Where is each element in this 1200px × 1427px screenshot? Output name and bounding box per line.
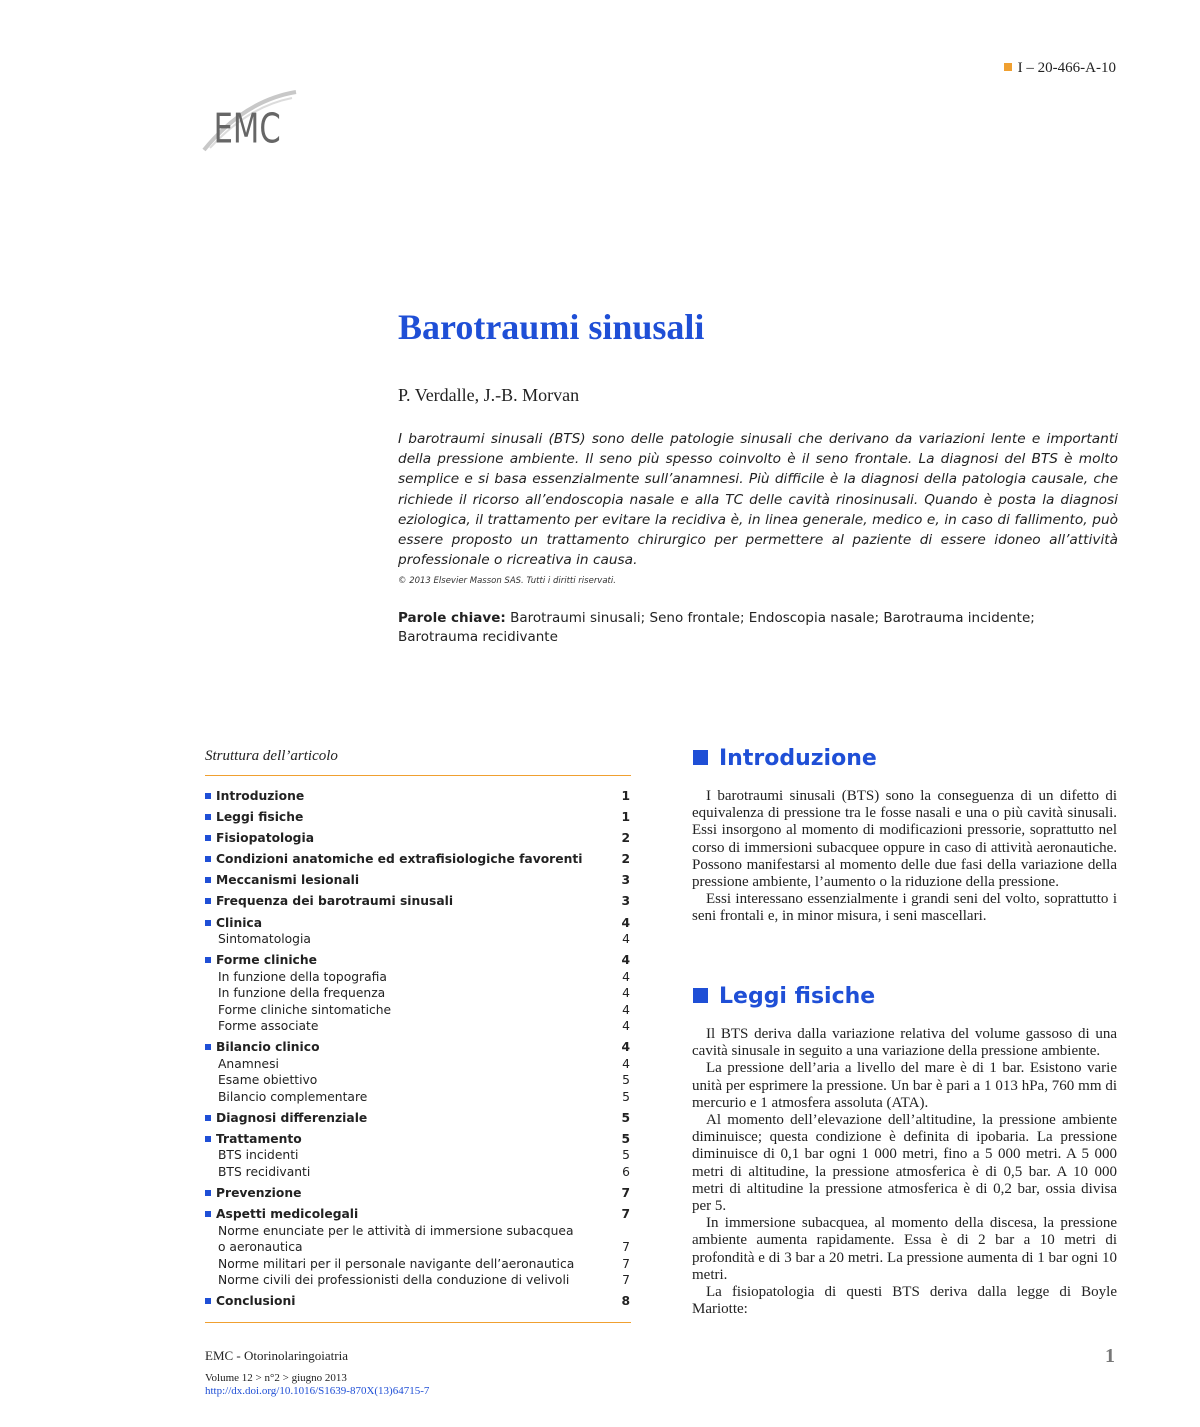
- toc-item[interactable]: [205, 1002, 631, 1019]
- paragraph: Essi interessano essenzialmente i grandi seni del volto, soprattutto i seni frontali e, in minor misura, i seni mascellari.: [692, 891, 1117, 925]
- toc-item-label: Anamnesi: [218, 1056, 279, 1071]
- toc-item-label: Bilancio complementare: [218, 1089, 368, 1104]
- toc-item[interactable]: [205, 1110, 631, 1127]
- keywords: [398, 609, 1038, 647]
- toc-item-page: 7: [622, 1240, 630, 1255]
- page-number: 1: [1105, 1345, 1115, 1367]
- toc-item[interactable]: [205, 1039, 631, 1056]
- toc-item[interactable]: [205, 985, 631, 1002]
- toc-item[interactable]: [205, 1239, 631, 1256]
- toc-item-page: 7: [621, 1186, 630, 1201]
- toc-item[interactable]: [205, 1072, 631, 1089]
- toc-item-page: 3: [621, 894, 630, 909]
- toc-item[interactable]: [205, 1018, 631, 1035]
- toc-item-label: Leggi fisiche: [216, 810, 304, 825]
- toc-item-label: Bilancio clinico: [216, 1040, 320, 1055]
- copyright: © 2013 Elsevier Masson SAS. Tutti i diritti riservati.: [398, 576, 616, 586]
- toc-item-page: 4: [622, 986, 630, 1001]
- toc-item[interactable]: [205, 1185, 631, 1202]
- toc-item[interactable]: [205, 851, 631, 868]
- toc-item-page: 2: [621, 852, 630, 867]
- toc-item-page: 5: [621, 1110, 630, 1125]
- paragraph: Il BTS deriva dalla variazione relativa del volume gassoso di una cavità sinusale in seguito a una variazione della pressione ambiente.: [692, 1026, 1117, 1060]
- toc-item-page: 7: [621, 1207, 630, 1222]
- toc-item[interactable]: [205, 1272, 631, 1289]
- toc-item[interactable]: [205, 830, 631, 847]
- toc-item[interactable]: [205, 969, 631, 986]
- toc-item-label: In funzione della frequenza: [218, 986, 386, 1001]
- doi-link[interactable]: http://dx.doi.org/10.1016/S1639-870X(13)64715-7: [205, 1385, 430, 1397]
- toc-title: Struttura dell’articolo: [205, 748, 338, 764]
- volume-info: Volume 12 > n°2 > giugno 2013: [205, 1372, 347, 1384]
- toc-item-label: BTS incidenti: [218, 1148, 299, 1163]
- toc-item-page: 2: [621, 831, 630, 846]
- toc-item-label: Norme civili dei professionisti della conduzione di velivoli: [218, 1273, 570, 1288]
- toc-item-page: 7: [622, 1256, 630, 1271]
- toc-item-label: Meccanismi lesionali: [216, 873, 360, 888]
- toc-item-page: 6: [622, 1164, 630, 1179]
- toc-item[interactable]: [205, 915, 631, 932]
- toc-item-page: 4: [622, 932, 630, 947]
- toc-item-label: Forme cliniche sintomatiche: [218, 1002, 392, 1017]
- toc-item-page: 4: [622, 1019, 630, 1034]
- toc-item-page: 4: [621, 1040, 630, 1055]
- article-reference: I – 20-466-A-10: [1004, 60, 1116, 77]
- paragraph: La fisiopatologia di questi BTS deriva dalla legge di Boyle Mariotte:: [692, 1284, 1117, 1318]
- paragraph: La pressione dell’aria a livello del mare è di 1 bar. Esistono varie unità per esprimere la pressione. Un bar è pari a 1 013 hPa, 760 mm di mercurio e 1 atmosfera assoluta (ATA).: [692, 1060, 1117, 1111]
- toc-item[interactable]: [205, 1131, 631, 1148]
- toc-item[interactable]: [205, 788, 631, 805]
- toc-item-label: Condizioni anatomiche ed extrafisiologiche favorenti: [216, 852, 583, 867]
- toc-item[interactable]: [205, 931, 631, 948]
- toc-item-label: Sintomatologia: [218, 932, 311, 947]
- toc-item-label: In funzione della topografia: [218, 969, 387, 984]
- orange-square-icon: [1004, 63, 1012, 71]
- toc-item-page: 8: [621, 1294, 630, 1309]
- toc-divider-bottom: [205, 1322, 631, 1323]
- toc-item[interactable]: [205, 1056, 631, 1073]
- toc-item-page: 5: [621, 1131, 630, 1146]
- keywords-list: Barotraumi sinusali; Seno frontale; Endoscopia nasale; Barotrauma incidente; Barotrauma recidivante: [398, 610, 1035, 645]
- toc-item-label: Introduzione: [216, 789, 305, 803]
- toc-item-page: 1: [621, 789, 630, 803]
- toc-item[interactable]: [205, 1223, 631, 1240]
- toc-item-label: Prevenzione: [216, 1186, 302, 1201]
- article-title: Barotraumi sinusali: [398, 307, 705, 347]
- toc-item[interactable]: [205, 893, 631, 910]
- toc-item[interactable]: [205, 1147, 631, 1164]
- toc-item-label: Esame obiettivo: [218, 1073, 318, 1088]
- keywords-label: Parole chiave:: [398, 610, 506, 626]
- toc-item-label: Norme militari per il personale navigante dell’aeronautica: [218, 1256, 575, 1271]
- toc-item-label: Norme enunciate per le attività di immersione subacquea: [218, 1223, 574, 1238]
- toc-item-page: 3: [621, 873, 630, 888]
- toc-item[interactable]: [205, 1256, 631, 1273]
- toc-item[interactable]: [205, 1293, 631, 1310]
- article-authors: P. Verdalle, J.-B. Morvan: [398, 385, 580, 405]
- toc-item[interactable]: [205, 809, 631, 826]
- toc-item[interactable]: [205, 952, 631, 969]
- toc-item-page: 4: [622, 1056, 630, 1071]
- abstract: I barotraumi sinusali (BTS) sono delle patologie sinusali che derivano da variazioni lente e importanti della pressione ambiente. Il seno più spesso coinvolto è il seno frontale. La diagnosi del BTS è molto semplice e si basa essenzialmente sull’anamnesi. Più difficile è la diagnosi della patologia causale, che richiede il ricorso all’endoscopia nasale e alla TC delle cavità rinosinusali. Quando è posta la diagnosi eziologica, il trattamento per evitare la recidiva è, in linea generale, medico e, in caso di fallimento, può essere proposto un trattamento chirurgico per permettere al paziente di essere idoneo all’attività professionale o ricreativa in causa.: [398, 431, 1118, 569]
- toc-item-label: Clinica: [216, 915, 263, 930]
- toc-item-label: BTS recidivanti: [218, 1164, 311, 1179]
- toc-divider-top: [205, 775, 631, 776]
- section-body-leggi-fisiche: [692, 1026, 1117, 1318]
- toc-item-label: Conclusioni: [216, 1294, 296, 1309]
- toc-item-label: o aeronautica: [218, 1240, 303, 1255]
- toc-item[interactable]: [205, 1089, 631, 1106]
- toc-item-page: 5: [622, 1073, 630, 1088]
- paragraph: I barotraumi sinusali (BTS) sono la conseguenza di un difetto di equivalenza di pressione tra le fosse nasali e una o più cavità sinusali. Essi insorgono al momento di modificazioni pressorie, soprattutto nel corso di immersioni subacquee oppure in caso di attività aeronautiche. Possono manifestarsi al momento delle due fasi della variazione della pressione ambiente, l’aumento o la riduzione della pressione.: [692, 788, 1117, 891]
- journal-name: EMC - Otorinolaringoiatria: [205, 1348, 348, 1363]
- toc-item-page: 5: [622, 1089, 630, 1104]
- paragraph: In immersione subacquea, al momento della discesa, la pressione ambiente aumenta rapidamente. Essa è di 2 bar a 10 metri di profondità e di 3 bar a 20 metri. La pressione aumenta di 1 bar ogni 10 metri.: [692, 1215, 1117, 1283]
- toc-item-label: Aspetti medicolegali: [216, 1207, 359, 1222]
- toc-item-page: 4: [621, 915, 630, 930]
- blue-square-icon: [693, 988, 708, 1003]
- toc-item[interactable]: [205, 1164, 631, 1181]
- table-of-contents: [205, 788, 631, 1310]
- toc-item-label: Forme associate: [218, 1019, 319, 1034]
- logo-text: EMC: [213, 103, 281, 153]
- section-body-introduzione: [692, 788, 1117, 926]
- toc-item-page: 7: [622, 1273, 630, 1288]
- toc-item-page: 4: [622, 1002, 630, 1017]
- toc-item[interactable]: [205, 1206, 631, 1223]
- toc-item-page: 4: [622, 969, 630, 984]
- toc-item-label: Frequenza dei barotraumi sinusali: [216, 894, 454, 909]
- toc-item-page: 1: [621, 810, 630, 825]
- toc-item-label: Forme cliniche: [216, 953, 317, 968]
- toc-item-page: 5: [622, 1148, 630, 1163]
- section-heading-leggi-fisiche: Leggi fisiche: [693, 984, 875, 1009]
- toc-item-page: 4: [621, 953, 630, 968]
- section-heading-introduzione: Introduzione: [693, 746, 877, 771]
- toc-item-label: Diagnosi differenziale: [216, 1110, 368, 1125]
- emc-logo: [200, 78, 300, 154]
- blue-square-icon: [693, 750, 708, 765]
- toc-item-label: Fisiopatologia: [216, 831, 315, 846]
- toc-item-label: Trattamento: [216, 1131, 302, 1146]
- paragraph: Al momento dell’elevazione dell’altitudine, la pressione ambiente diminuisce; questa condizione è definita di ipobaria. La pressione diminuisce di 0,1 bar ogni 1 000 metri, fino a 5 000 metri. A 5 000 metri di altitudine, la pressione atmosferica è di 0,5 bar. A 10 000 metri di altitudine la pressione atmosferica è di 0,2 bar, ossia divisa per 5.: [692, 1112, 1117, 1215]
- toc-item[interactable]: [205, 872, 631, 889]
